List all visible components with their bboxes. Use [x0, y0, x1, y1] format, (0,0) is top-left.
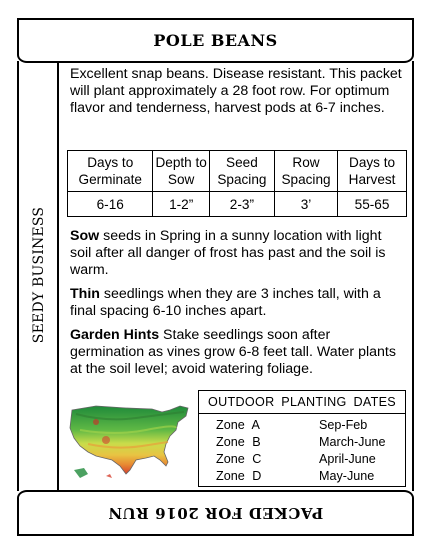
us-zone-map-icon [66, 400, 196, 482]
hints-label: Garden Hints [70, 327, 160, 343]
zone-dates: April-June [319, 452, 376, 466]
garden-hints [70, 327, 406, 378]
footer-panel [17, 490, 414, 536]
footer-text: PACKED FOR 2016 RUN [107, 504, 324, 522]
header-seed-spacing: Seed Spacing [209, 151, 274, 192]
thin-instructions [70, 286, 406, 320]
zone-label: Zone B [216, 435, 261, 449]
planting-dates-box [198, 390, 406, 487]
zone-dates: Sep-Feb [319, 418, 368, 432]
intro-text: Excellent snap beans. Disease resistant. This packet will plant approximately a 28 foot row. For optimum flavor and tenderness, harvest pods at 6-7 inches. [70, 66, 402, 116]
value-depth: 1-2” [153, 192, 209, 217]
zone-dates: May-June [319, 469, 375, 483]
header-germinate: Days to Germinate [68, 151, 153, 192]
brand-name: SEEDY BUSINESS [31, 206, 47, 344]
planting-title: OUTDOOR PLANTING DATES [199, 391, 405, 414]
zone-label: Zone D [216, 469, 262, 483]
right-border [412, 61, 414, 491]
value-germinate: 6-16 [68, 192, 153, 217]
value-harvest: 55-65 [338, 192, 407, 217]
sow-instructions [70, 228, 406, 279]
thin-text: seedlings when they are 3 inches tall, with a final spacing 6-10 inches apart. [70, 286, 381, 319]
thin-label: Thin [70, 286, 100, 302]
zone-dates: March-June [319, 435, 386, 449]
value-seed-spacing: 2-3” [209, 192, 274, 217]
hints-text: Stake seedlings soon after germination as vines grow 6-8 feet tall. Water plants at the soil level; avoid watering foliage. [70, 327, 396, 377]
planting-row [199, 468, 405, 485]
header-harvest: Days to Harvest [338, 151, 407, 192]
title-panel [17, 18, 414, 63]
planting-row [199, 434, 405, 451]
sow-text: seeds in Spring in a sunny location with light soil after all danger of frost has past and the soil is warm. [70, 228, 386, 278]
growing-table [67, 150, 407, 217]
planting-row [199, 417, 405, 434]
value-row-spacing: 3’ [274, 192, 337, 217]
packet-title: POLE BEANS [153, 31, 278, 50]
zone-label: Zone A [216, 418, 260, 432]
planting-row [199, 451, 405, 468]
header-depth: Depth to Sow [153, 151, 209, 192]
sow-label: Sow [70, 228, 100, 244]
zone-label: Zone C [216, 452, 262, 466]
header-row-spacing: Row Spacing [274, 151, 337, 192]
